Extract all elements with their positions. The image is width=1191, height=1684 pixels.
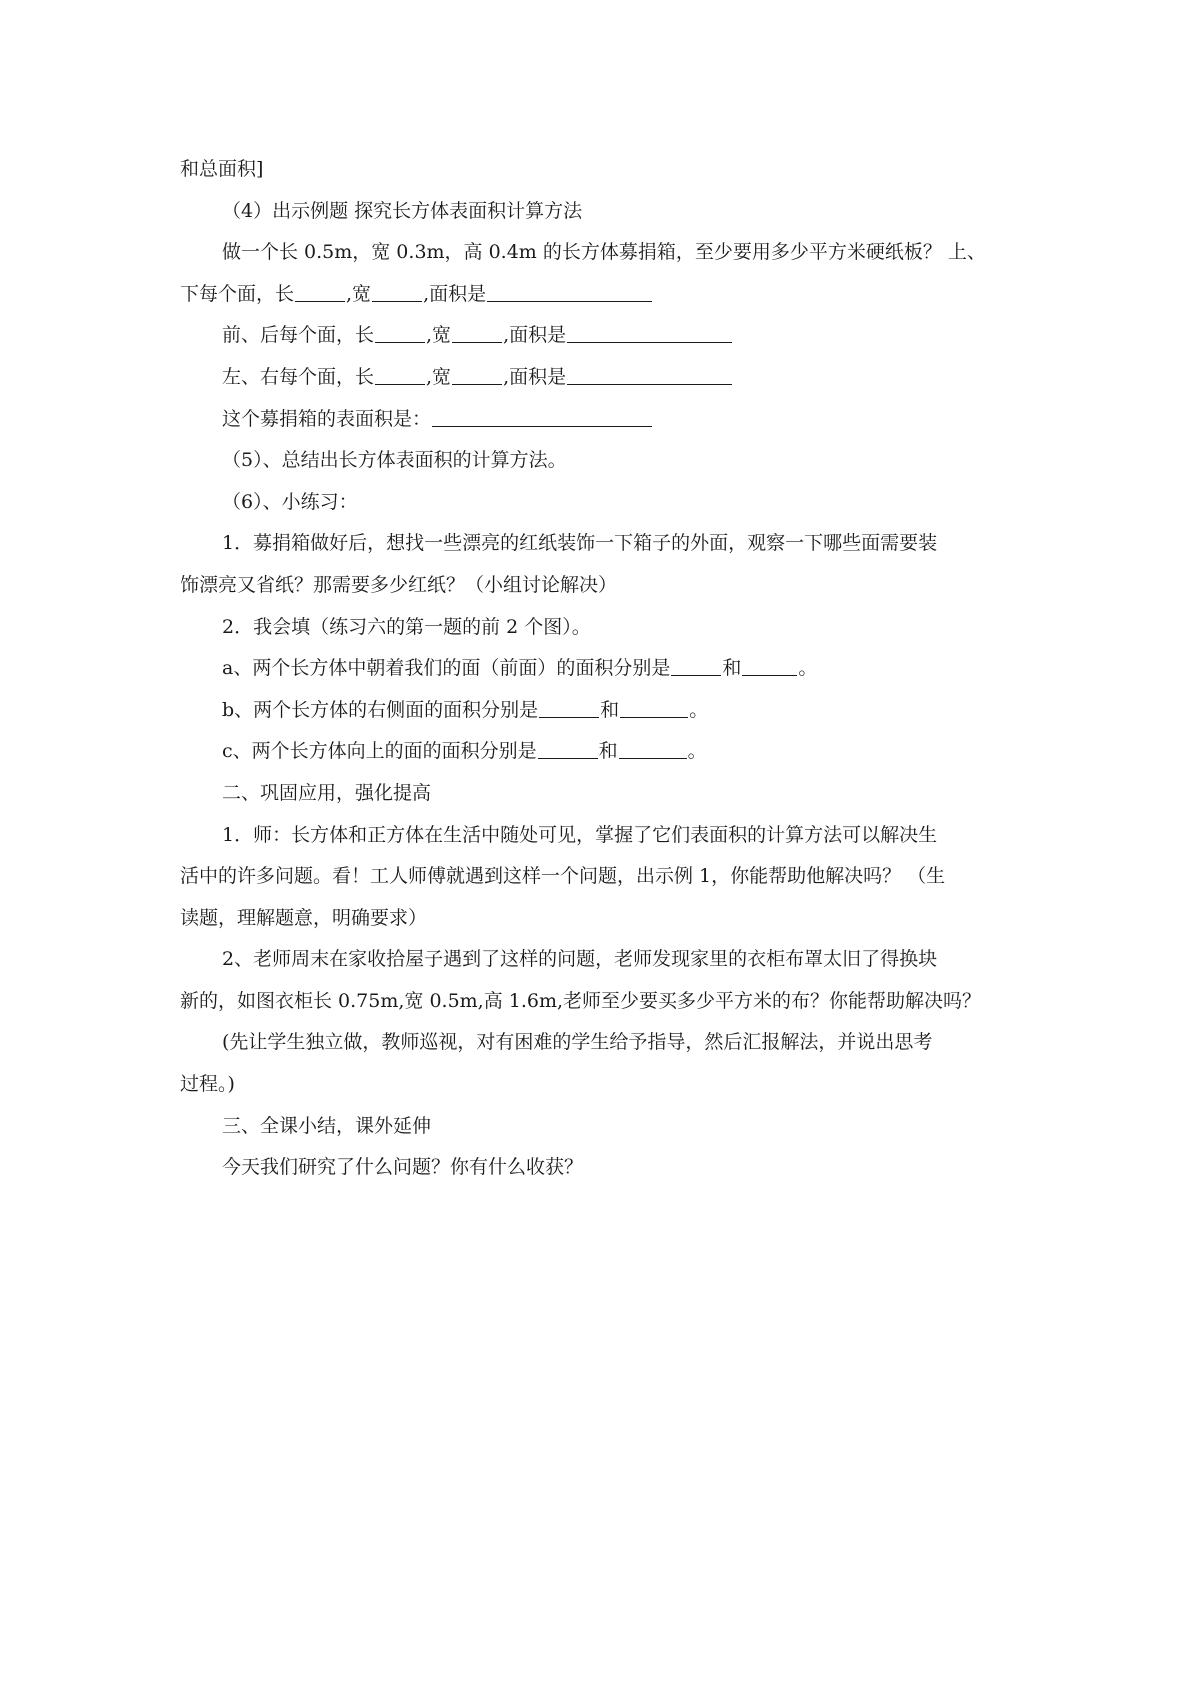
text-line	[180, 572, 1040, 599]
section-heading: 二、巩固应用，强化提高	[222, 781, 432, 804]
line-text: 和总面积]	[180, 158, 264, 180]
text-line	[180, 156, 1040, 183]
line-text: 。	[689, 698, 709, 721]
line-text: 活中的许多问题。看！工人师傅就遇到这样一个问题，出示例 1，你能帮助他解决吗？ （生	[180, 865, 946, 888]
blank-field	[372, 283, 422, 302]
line-text: c、两个长方体向上的面的面积分别是	[222, 740, 537, 763]
fill-line	[180, 322, 1040, 349]
line-text: 读题，理解题意，明确要求）	[180, 906, 428, 929]
blank-field	[538, 740, 598, 759]
line-text: ,面积是	[503, 324, 567, 347]
fill-line	[180, 655, 1040, 682]
text-line	[180, 1113, 1040, 1140]
line-text: 这个募捐箱的表面积是：	[222, 407, 432, 430]
text-line	[180, 239, 1040, 266]
line-text: （6）、小练习：	[222, 490, 358, 513]
blank-field	[567, 324, 732, 343]
blank-field	[295, 283, 345, 302]
line-text: 和	[722, 657, 742, 680]
fill-line	[180, 406, 1040, 433]
text-line	[180, 489, 1040, 516]
fill-line	[180, 738, 1040, 765]
line-text: 今天我们研究了什么问题？你有什么收获？	[222, 1156, 584, 1179]
section-heading: （4）出示例题 探究长方体表面积计算方法	[222, 199, 583, 222]
text-line	[180, 198, 1040, 225]
text-line	[180, 905, 1040, 932]
text-line	[180, 780, 1040, 807]
line-text: 。	[798, 657, 818, 680]
text-line	[180, 946, 1040, 973]
document-body	[180, 156, 1040, 1181]
line-text: 和	[600, 698, 620, 721]
text-line	[180, 1071, 1040, 1098]
line-text: (先让学生独立做，教师巡视，对有困难的学生给予指导，然后汇报解法，并说出思考	[222, 1031, 933, 1054]
blank-field	[742, 657, 797, 676]
text-line	[180, 530, 1040, 557]
blank-field	[620, 699, 688, 718]
line-text: ,宽	[426, 365, 452, 388]
blank-field	[375, 324, 425, 343]
example-problem: 做一个长 0.5m，宽 0.3m，高 0.4m 的长方体募捐箱，至少要用多少平方米硬纸板？ 上、	[222, 241, 986, 264]
blank-field	[375, 366, 425, 385]
section-heading: 三、全课小结，课外延伸	[222, 1114, 432, 1137]
line-text: ,宽	[426, 324, 452, 347]
blank-field	[452, 324, 502, 343]
line-text: 和	[598, 740, 618, 763]
line-text: （5）、总结出长方体表面积的计算方法。	[222, 449, 567, 472]
blank-field	[539, 699, 599, 718]
text-line	[180, 1154, 1040, 1181]
text-line	[180, 822, 1040, 849]
fill-line	[180, 697, 1040, 724]
line-text: 饰漂亮又省纸？那需要多少红纸？（小组讨论解决）	[180, 573, 618, 596]
text-line	[180, 447, 1040, 474]
line-text: 2、老师周末在家收拾屋子遇到了这样的问题，老师发现家里的衣柜布罩太旧了得换块	[222, 948, 938, 971]
line-text: ,宽	[346, 282, 372, 305]
line-text: 1．募捐箱做好后，想找一些漂亮的红纸装饰一下箱子的外面，观察一下哪些面需要装	[222, 532, 938, 555]
blank-field	[432, 408, 652, 427]
blank-field	[671, 657, 721, 676]
text-line	[180, 1029, 1040, 1056]
line-text: ,面积是	[423, 282, 487, 305]
line-text: 。	[687, 740, 707, 763]
line-text: b、两个长方体的右侧面的面积分别是	[222, 698, 539, 721]
blank-field	[567, 366, 732, 385]
blank-field	[619, 740, 687, 759]
blank-field	[452, 366, 502, 385]
fill-line	[180, 364, 1040, 391]
line-text: ,面积是	[503, 365, 567, 388]
line-text: 1．师：长方体和正方体在生活中随处可见，掌握了它们表面积的计算方法可以解决生	[222, 823, 938, 846]
text-line	[180, 988, 1040, 1015]
text-line	[180, 614, 1040, 641]
line-text: 前、后每个面，长	[222, 324, 375, 347]
fill-line	[180, 281, 1040, 308]
line-text: 2．我会填（练习六的第一题的前 2 个图）。	[222, 615, 591, 638]
line-text: 新的，如图衣柜长 0.75m,宽 0.5m,高 1.6m,老师至少要买多少平方米的布？你能帮助解决吗？	[180, 989, 982, 1012]
line-text: 左、右每个面，长	[222, 365, 375, 388]
line-text: 下每个面，长	[180, 282, 295, 305]
line-text: a、两个长方体中朝着我们的面（前面）的面积分别是	[222, 657, 671, 680]
text-line	[180, 863, 1040, 890]
blank-field	[487, 283, 652, 302]
line-text: 过程。)	[180, 1073, 235, 1096]
